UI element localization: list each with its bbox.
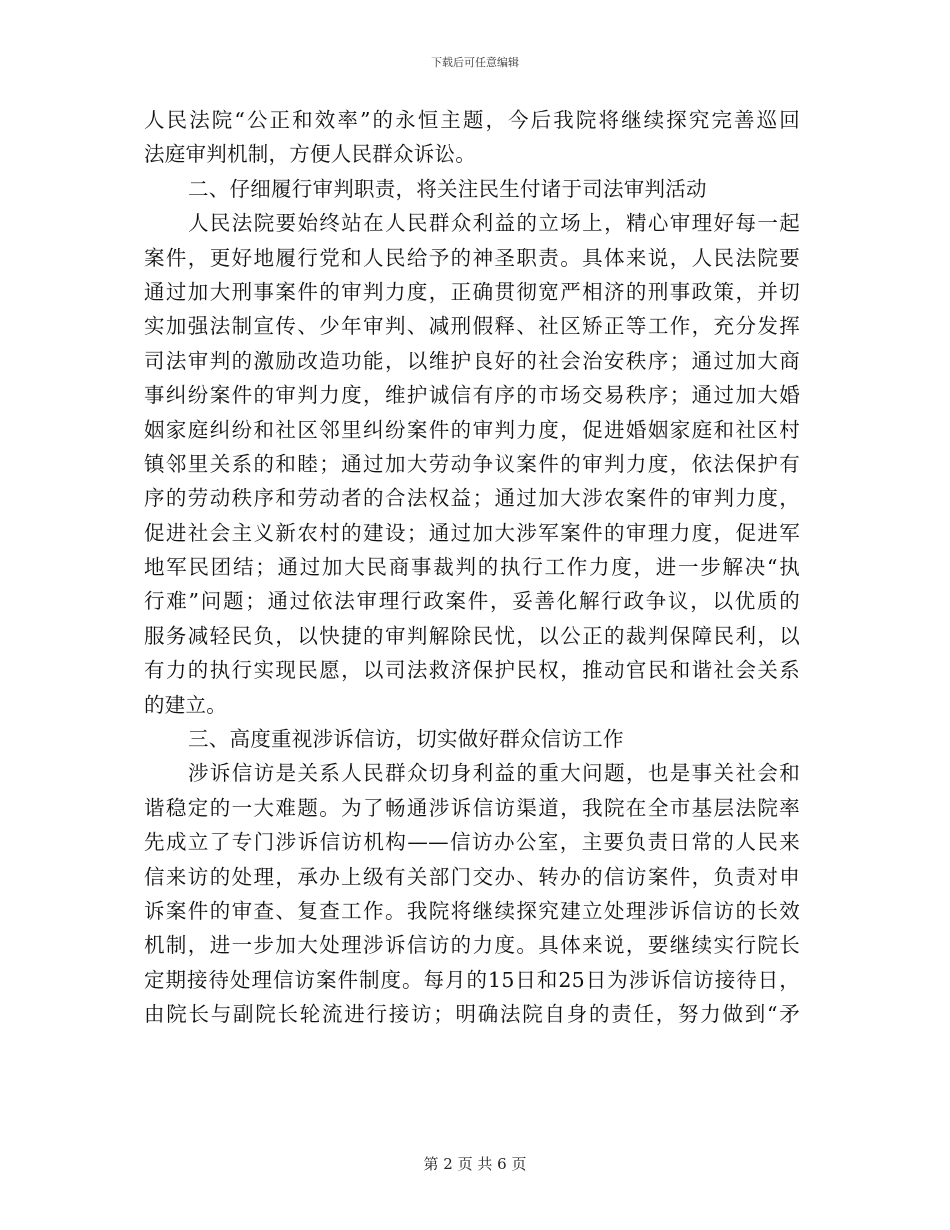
text-line: 由院长与副院长轮流进行接访；明确法院自身的责任，努力做到“矛 [144,1002,800,1027]
text-line: 定期接待处理信访案件制度。每月的15日和25日为涉诉信访接待日， [144,967,800,992]
text-line: 姻家庭纠纷和社区邻里纠纷案件的审判力度，促进婚姻家庭和社区村 [144,417,800,442]
text-line: 地军民团结；通过加大民商事裁判的执行工作力度，进一步解决“执 [144,555,800,580]
text-line: 实加强法制宣传、少年审判、减刑假释、社区矫正等工作，充分发挥 [144,314,800,339]
text-line: 机制，进一步加大处理涉诉信访的力度。具体来说，要继续实行院长 [144,933,800,958]
text-line: 服务减轻民负，以快捷的审判解除民忧，以公正的裁判保障民利，以 [144,623,800,648]
text-line: 人民法院要始终站在人民群众利益的立场上，精心审理好每一起 [188,211,800,236]
section-heading: 三、高度重视涉诉信访，切实做好群众信访工作 [188,727,624,752]
text-line: 诉案件的审查、复查工作。我院将继续探究建立处理涉诉信访的长效 [144,898,800,923]
text-line: 人民法院“公正和效率”的永恒主题，今后我院将继续探究完善巡回 [144,108,800,132]
text-line: 涉诉信访是关系人民群众切身利益的重大问题，也是事关社会和 [188,761,800,786]
text-line: 行难”问题；通过依法审理行政案件，妥善化解行政争议，以优质的 [144,589,800,614]
text-line: 促进社会主义新农村的建设；通过加大涉军案件的审理力度，促进军 [144,520,800,545]
text-line: 法庭审判机制，方便人民群众诉讼。 [144,142,476,167]
text-line: 通过加大刑事案件的审判力度，正确贯彻宽严相济的刑事政策，并切 [144,279,800,304]
text-line: 信来访的处理，承办上级有关部门交办、转办的信访案件，负责对申 [144,864,800,889]
text-line: 司法审判的激励改造功能，以维护良好的社会治安秩序；通过加大商 [144,348,800,373]
section-heading: 二、仔细履行审判职责，将关注民生付诸于司法审判活动 [188,176,707,201]
text-line: 序的劳动秩序和劳动者的合法权益；通过加大涉农案件的审判力度， [144,486,800,511]
text-line: 镇邻里关系的和睦；通过加大劳动争议案件的审判力度，依法保护有 [144,451,800,476]
document-body [144,103,800,1032]
text-line: 先成立了专门涉诉信访机构——信访办公室，主要负责日常的人民来 [144,830,800,855]
text-line: 谐稳定的一大难题。为了畅通涉诉信访渠道，我院在全市基层法院率 [144,795,800,820]
text-line: 案件，更好地履行党和人民给予的神圣职责。具体来说，人民法院要 [144,245,800,270]
text-line: 事纠纷案件的审判力度，维护诚信有序的市场交易秩序；通过加大婚 [144,383,800,408]
page-header-note: 下载后可任意编辑 [431,56,519,69]
text-line: 有力的执行实现民愿，以司法救济保护民权，推动官民和谐社会关系 [144,658,800,683]
text-line: 的建立。 [144,692,227,717]
page-number: 第 2 页 共 6 页 [423,1155,527,1173]
